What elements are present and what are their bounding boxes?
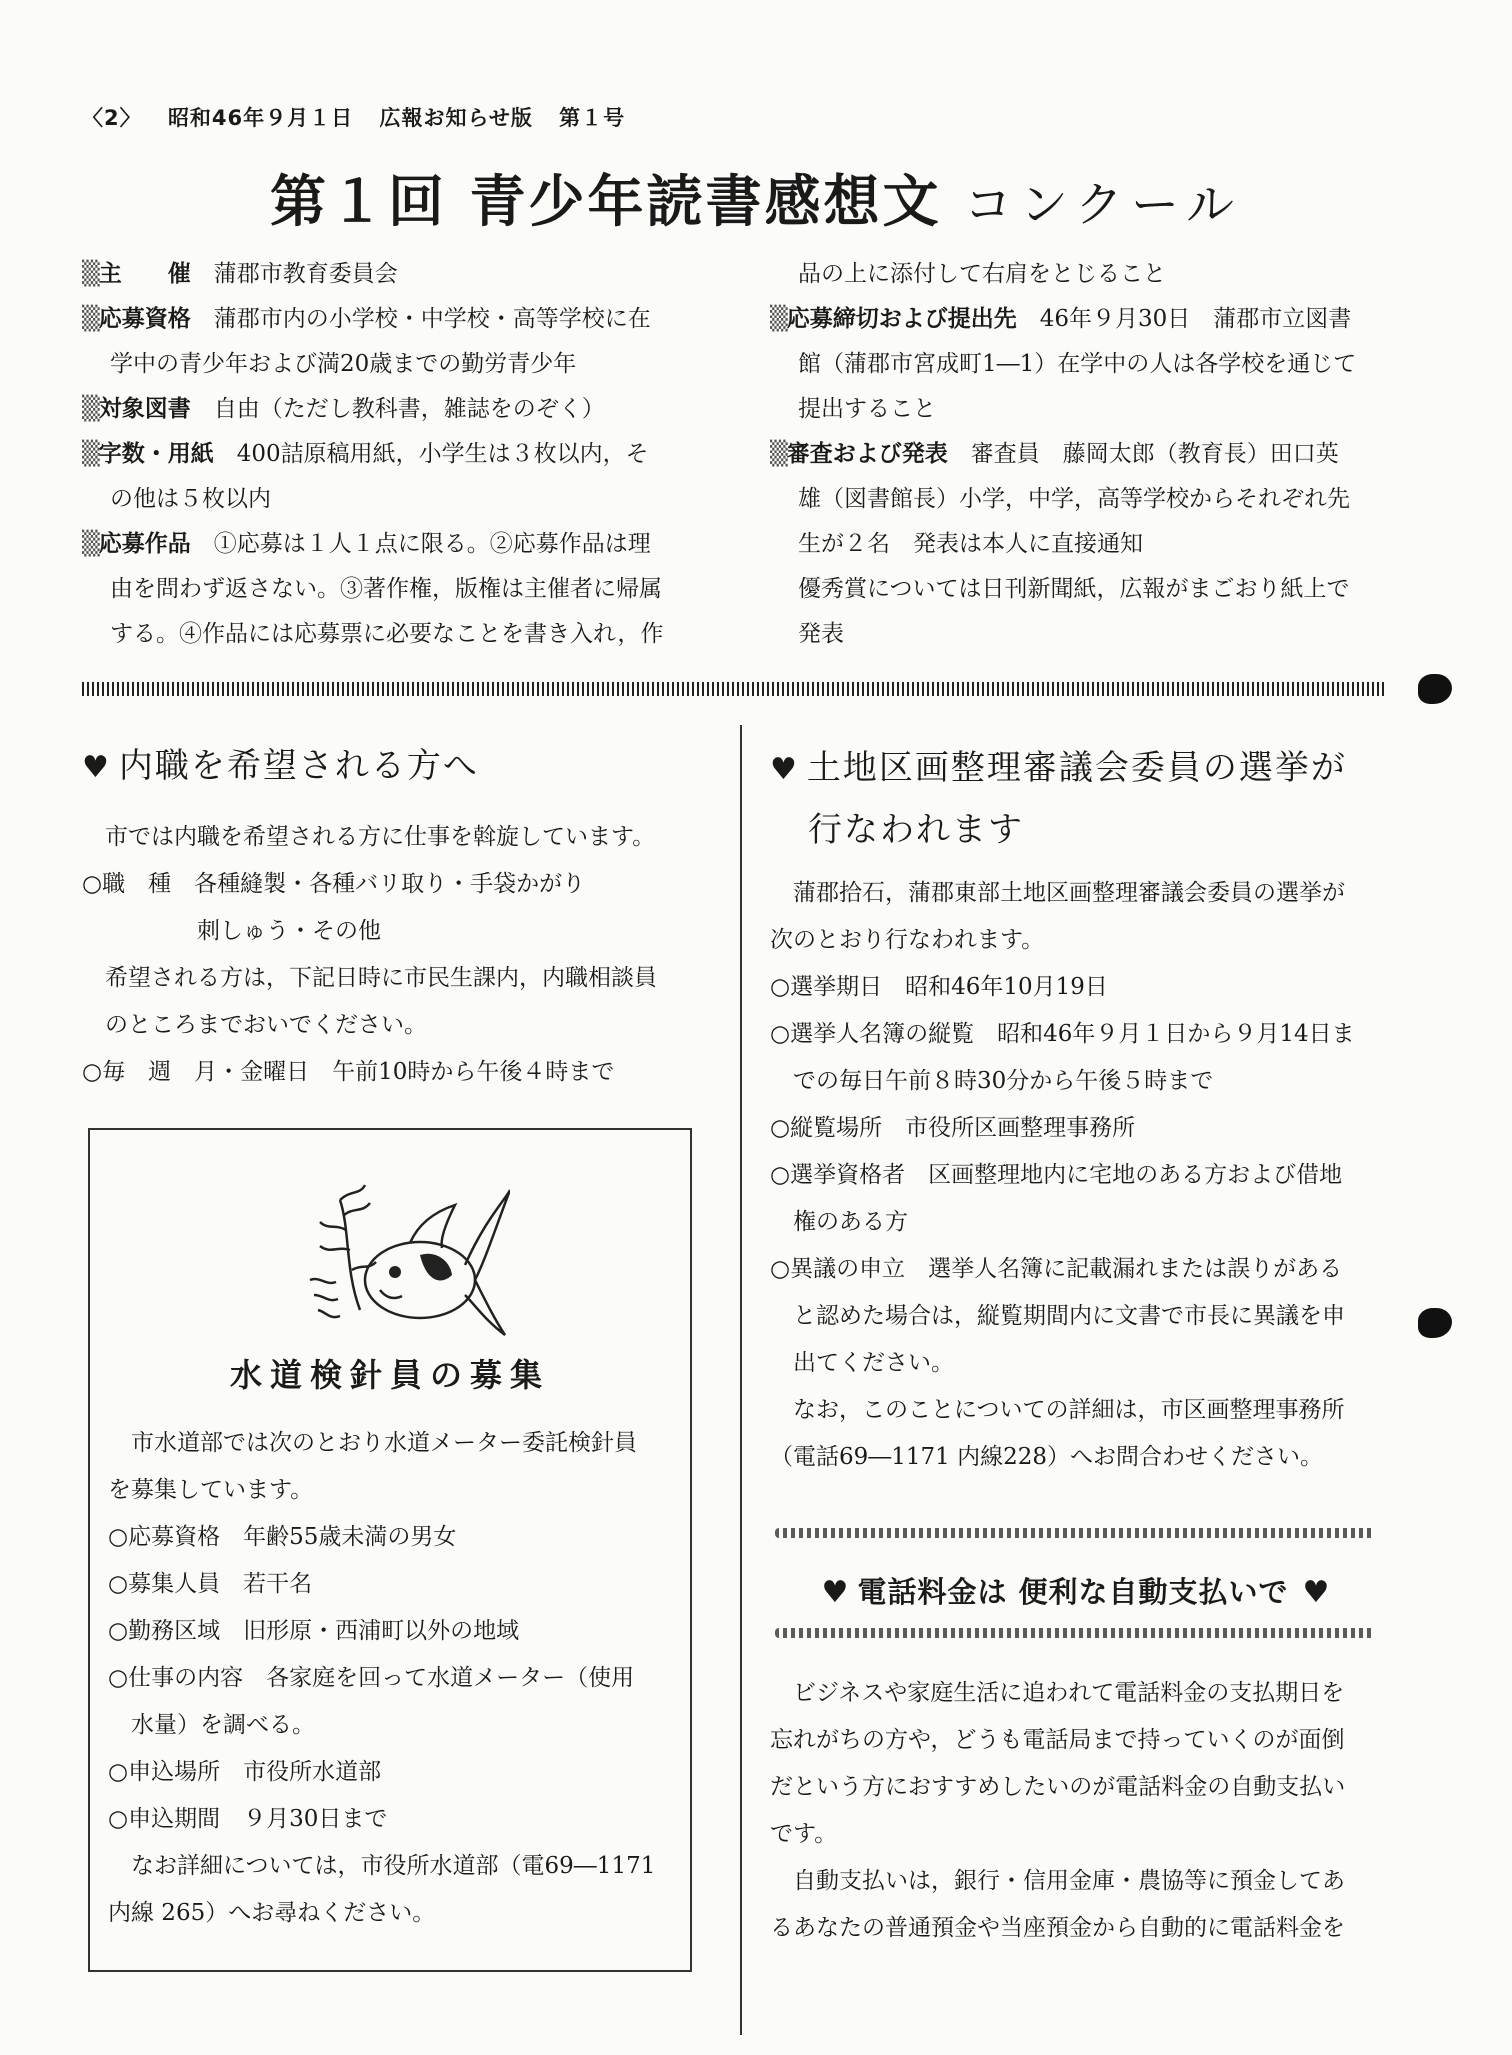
ink-blot [1418, 1308, 1452, 1338]
naishoku-title-text: 内職を希望される方へ [118, 746, 479, 786]
suido-line: を募集しています。 [108, 1477, 314, 1503]
hatch-mark-icon: ▒ [82, 531, 97, 557]
senkyo-line: なお，このことについての詳細は，市区画整理事務所 [770, 1397, 1345, 1423]
senkyo-title-line2: 行なわれます [808, 810, 1024, 850]
senkyo-line: と認めた場合は，縦覧期間内に文書で市長に異議を申 [770, 1303, 1345, 1329]
senkyo-line: での毎日午前８時30分から午後５時まで [770, 1068, 1214, 1094]
entry-text: ①応募は１人１点に限る。②応募作品は理 [213, 531, 651, 557]
contest-title [0, 158, 1512, 238]
suido-line: 水量）を調べる。 [108, 1712, 315, 1738]
denwa-title-text: 電話料金は 便利な自動支払いで [857, 1575, 1289, 1609]
naishoku-line: のところまでおいでください。 [82, 1012, 427, 1038]
senkyo-line: 蒲郡拾石，蒲郡東部土地区画整理審議会委員の選挙が [770, 880, 1345, 906]
contest-details-left [82, 252, 712, 657]
denwa-title [770, 1570, 1390, 1611]
entry-continuation: 生が２名 発表は本人に直接通知 [798, 531, 1143, 557]
denwa-line: るあなたの普通預金や当座預金から自動的に電話料金を [770, 1915, 1345, 1941]
suido-line: ○仕事の内容 各家庭を回って水道メーター（使用 [108, 1665, 635, 1691]
denwa-line: ビジネスや家庭生活に追われて電話料金の支払期日を [770, 1680, 1345, 1706]
suido-line: ○勤務区域 旧形原・西浦町以外の地域 [108, 1618, 520, 1644]
denwa-line: 自動支払いは，銀行・信用金庫・農協等に預金してあ [770, 1868, 1345, 1894]
naishoku-line: 市では内職を希望される方に仕事を斡旋しています。 [82, 824, 656, 850]
entry-label: 審査および発表 [786, 441, 948, 467]
contest-entry [770, 432, 1398, 477]
contest-entry [82, 522, 712, 567]
naishoku-line: ○職 種 各種縫製・各種バリ取り・手袋かがり [82, 871, 586, 897]
suido-line: ○募集人員 若干名 [108, 1571, 313, 1597]
issue-number: 第１号 [559, 106, 626, 130]
issue-date: 昭和46年９月１日 [167, 106, 354, 130]
contest-right-entries [770, 297, 1398, 657]
contest-entry [82, 432, 712, 477]
contest-title-main: 第１回 青少年読書感想文 [269, 169, 942, 235]
entry-label: 応募作品 [98, 531, 191, 557]
contest-entry [82, 297, 712, 342]
contest-title-katakana: コンクール [963, 177, 1243, 233]
page-header [82, 102, 643, 132]
contest-entry [82, 387, 712, 432]
senkyo-line: ○縦覧場所 市役所区画整理事務所 [770, 1115, 1136, 1141]
goldfish-illustration [270, 1160, 510, 1350]
denwa-line: です。 [770, 1821, 838, 1847]
entry-label: 応募締切および提出先 [786, 306, 1017, 332]
suido-line: 内線 265）へお尋ねください。 [108, 1900, 436, 1926]
senkyo-line: ○選挙人名簿の縦覧 昭和46年９月１日から９月14日ま [770, 1021, 1355, 1047]
suido-line: ○応募資格 年齢55歳未満の男女 [108, 1524, 457, 1550]
naishoku-line: 希望される方は，下記日時に市民生課内，内職相談員 [82, 965, 657, 991]
heart-icon: ♥ [821, 1575, 850, 1610]
denwa-line: 忘れがちの方や，どうも電話局まで持っていくのが面倒 [770, 1727, 1345, 1753]
entry-text: 蒲郡市教育委員会 [213, 261, 398, 287]
senkyo-body [770, 870, 1400, 1481]
hatch-mark-icon: ▒ [770, 306, 785, 332]
suido-body [108, 1420, 678, 1937]
entry-label: 応募資格 [98, 306, 191, 332]
entry-label: 主 催 [98, 261, 191, 287]
senkyo-title-line1: 土地区画整理審議会委員の選挙が [806, 748, 1347, 788]
entry-continuation: の他は５枚以内 [110, 486, 271, 512]
hatch-mark-icon: ▒ [82, 306, 97, 332]
senkyo-line: ○異議の申立 選挙人名簿に記載漏れまたは誤りがある [770, 1256, 1343, 1282]
senkyo-line: 出てください。 [770, 1350, 954, 1376]
senkyo-line: ○選挙期日 昭和46年10月19日 [770, 974, 1108, 1000]
naishoku-line: 刺しゅう・その他 [82, 918, 381, 944]
entry-continuation: 館（蒲郡市宮成町1―1）在学中の人は各学校を通じて [798, 351, 1357, 377]
entry-text: 自由（ただし教科書，雑誌をのぞく） [213, 396, 605, 422]
entry-continuation: 雄（図書館長）小学，中学，高等学校からそれぞれ先 [798, 486, 1350, 512]
senkyo-title [770, 738, 1347, 860]
entry-label: 対象図書 [98, 396, 191, 422]
denwa-line: だという方におすすめしたいのが電話料金の自動支払い [770, 1774, 1346, 1800]
senkyo-line: （電話69―1171 内線228）へお問合わせください。 [770, 1444, 1324, 1470]
denwa-body [770, 1670, 1400, 1952]
suido-line: ○申込期間 ９月30日まで [108, 1806, 388, 1832]
naishoku-title [82, 738, 479, 787]
edition-name: 広報お知らせ版 [379, 106, 533, 130]
senkyo-line: 次のとおり行なわれます。 [770, 927, 1045, 953]
heart-icon: ♥ [82, 750, 111, 785]
suido-line: 市水道部では次のとおり水道メーター委託検針員 [108, 1430, 637, 1456]
hatch-mark-icon: ▒ [82, 441, 97, 467]
hatch-mark-icon: ▒ [770, 441, 785, 467]
section-divider-hatch [82, 682, 1386, 696]
column-divider [740, 725, 742, 2035]
ink-blot [1418, 674, 1452, 704]
entry-continuation: 由を問わず返さない。③著作権，版権は主催者に帰属 [110, 576, 662, 602]
entry-label: 字数・用紙 [98, 441, 214, 467]
wavy-divider [775, 1528, 1375, 1538]
suido-line: なお詳細については，市役所水道部（電69―1171 [108, 1853, 656, 1879]
entry-continuation: 優秀賞については日刊新聞紙，広報がまごおり紙上で [798, 576, 1350, 602]
hatch-mark-icon: ▒ [82, 261, 97, 287]
contest-details-right [770, 252, 1398, 657]
naishoku-line: ○毎 週 月・金曜日 午前10時から午後４時まで [82, 1059, 615, 1085]
suido-title: 水道検針員の募集 [229, 1356, 550, 1394]
wavy-divider [775, 1628, 1375, 1638]
entry-continuation: する。④作品には応募票に必要なことを書き入れ，作 [110, 621, 664, 647]
hatch-mark-icon: ▒ [82, 396, 97, 422]
entry-continuation: 発表 [798, 621, 844, 647]
suido-recruit-box [88, 1128, 692, 1972]
entry-continuation: 学中の青少年および満20歳までの勤労青少年 [110, 351, 577, 377]
page-number: 〈2〉 [82, 106, 142, 130]
entry-continuation: 提出すること [798, 396, 936, 422]
entry-text: 46年９月30日 蒲郡市立図書 [1039, 306, 1352, 332]
contest-continuation: 品の上に添付して右肩をとじること [798, 261, 1166, 287]
heart-icon: ♥ [1302, 1575, 1331, 1610]
contest-entry [82, 252, 712, 297]
entry-text: 400詰原稿用紙，小学生は３枚以内，そ [236, 441, 649, 467]
suido-line: ○申込場所 市役所水道部 [108, 1759, 382, 1785]
senkyo-line: 権のある方 [770, 1209, 908, 1235]
entry-text: 審査員 藤岡太郎（教育長）田口英 [970, 441, 1339, 467]
contest-entry [770, 297, 1398, 342]
entry-text: 蒲郡市内の小学校・中学校・高等学校に在 [213, 306, 651, 332]
naishoku-body [82, 814, 722, 1096]
heart-icon: ♥ [770, 752, 799, 787]
senkyo-line: ○選挙資格者 区画整理地内に宅地のある方および借地 [770, 1162, 1343, 1188]
